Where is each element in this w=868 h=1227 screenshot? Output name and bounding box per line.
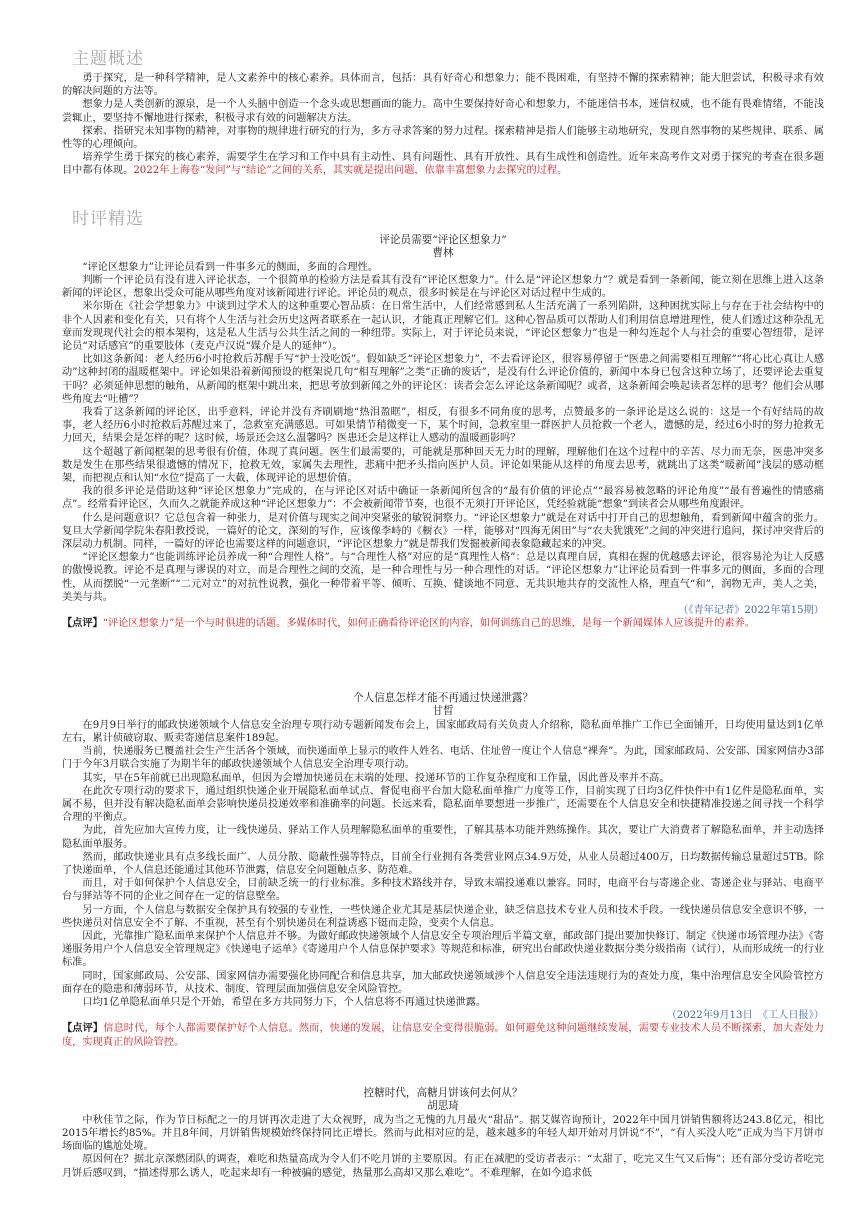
article-paragraph: 判断一个评论员有没有进入评论状态，一个很简单的检验方法是看其有没有“评论区想象力”。什么是“评论区想象力”？就是看到一条新闻，能立刻在思维上进入这条新闻的评论区，想象出受众可能从哪些角度对该新闻进行评论。评论员的观点，很多时候是在与评论区对话过程中生成的。 bbox=[62, 275, 824, 300]
article-paragraph: 什么是问题意识？它总包含着一种张力，是对价值与现实之间冲突紧张的敏锐洞察力。“评论区想象力”就是在对话中打开自己的思想触角，看到新闻中蕴含的张力。复旦大学新闻学院朱春阳教授说，一篇好的论文，深刻的写作，应该像李峙的《橱衣》一样，能够对“四海无闲田”与“农夫犹饿死”之间的冲突进行追问，探讨冲突背后的深层动力机制。同样，一篇好的评论也需要这样的问题意识，“评论区想象力”就是帮我们发掘被新闻表象隐藏起来的冲突。 bbox=[62, 512, 824, 551]
section-title-reviews: 时评精选 bbox=[72, 209, 144, 229]
article-title: 评论员需要“评论区想象力” bbox=[379, 234, 507, 246]
article-paragraph: 中秋佳节之际，作为节日标配之一的月饼再次走进了大众视野，成为当之无愧的九月最火“甜品”。据艾媒咨询预计，2022年中国月饼销售额将达243.8亿元，相比2015年增长约85%。并且8年间，月饼销售规模始终保持同比正增长。然而与此相对应的是，越来越多的年轻人却开始对月饼说“不”，“有人买没人吃”正成为当下月饼市场面临的尴尬处境。 bbox=[62, 1114, 824, 1153]
article-title: 个人信息怎样才能不再通过快递泄露？ bbox=[352, 692, 534, 704]
article-paragraph: 比如这条新闻：老人经历6小时抢救后苏醒手写“护士没吃饭”。假如缺乏“评论区想象力”，不去看评论区，很容易停留于“医患之间需要相互理解”“将心比心真让人感动”这种封闭的温暖框架中。评论如果沿着新闻预设的框架说几句“相互理解”之类“正确的废话”，是没有什么评论价值的，新闻中本身已包含这种立场了，还要评论去重复干吗？必须延伸思想的触角，从新闻的框架中跳出来，把思考放到新闻之外的评论区：读者会怎么评论这条新闻呢？或者，这条新闻会唤起读者怎样的思考？他们会从哪些角度去“吐槽”？ bbox=[62, 354, 824, 405]
article-paragraph: 口均1亿单隐私面单只是个开始，希望在多方共同努力下，个人信息将不再通过快递泄露。 bbox=[82, 997, 487, 1009]
overview-paragraph: 想象力是人类创新的源泉，是一个人头脑中创造一个念头或思想画面的能力。高中生要保持好奇心和想象力，不能迷信书本，迷信权威，也不能有畏难情绪，不能浅尝辄止，要坚持不懈地进行探索，积极寻求有效的问题解决方法。 bbox=[62, 99, 824, 124]
article-source: （《青年记者》2022年第15期） bbox=[678, 605, 824, 617]
article-comment bbox=[62, 617, 824, 630]
overview-text: 培养学生勇于探究的核心素养，需要学生在学习和工作中具有主动性、具有问题性、具有开放性、具有生成性和创造性。近年来高考作文对勇于探究的考查在很多题目中都有体现。 bbox=[62, 152, 824, 177]
article-title: 控糖时代，高糖月饼该何去何从？ bbox=[363, 1087, 523, 1099]
overview-paragraph: 探索、指研究未知事物的精神，对事物的规律进行研究的行为，多方寻求答案的努力过程。探索精神是指人们能够主动地研究，发现自然事物的某些规律、联系、属性等的心理倾向。 bbox=[62, 125, 824, 151]
overview-paragraph: 勇于探究，是一种科学精神，是人文素养中的核心素养。具体而言，包括：具有好奇心和想象力；能不畏困难，有坚持不懈的探索精神；能大胆尝试，积极寻求有效的解决问题的方法等。 bbox=[62, 73, 824, 98]
article-paragraph: 因此，光靠推广隐私面单来保护个人信息并不够。为做好邮政快递领域个人信息安全专项治理后半篇文章，邮政部门提出要加快修订、制定《快递市场管理办法》《寄递服务用户个人信息安全管理规定》《快递电子运单》《寄递用户个人信息保护要求》等规范和标准，研究出台邮政快递业数据分类分级指南（试行），从而形成统一的行业标准。 bbox=[62, 931, 824, 969]
overview-highlight: 2022年上海卷“发问”与“结论”之间的关系，其实就是提出问题，依靠丰富想象力去探究的过程。 bbox=[133, 165, 568, 177]
article-3 bbox=[62, 1087, 824, 1180]
article-1 bbox=[62, 234, 824, 631]
article-paragraph: 这个超越了新闻框架的思考很有价值，体现了真问题。医生们最需要的，可能就是那种回天无力时的理解，理解他们在这个过程中的辛苦、尽力而无奈，医患冲突多数是发生在那些结果很遗憾的情况下，抢救无效，家属失去理性，悲痛中把矛头指向医护人员。评论如果能从这样的角度去思考，就跳出了这类“暖新闻”浅层的感动框架，而把视点和认知“水位”提高了一大截，体现评论的思想价值。 bbox=[62, 446, 824, 485]
article-paragraph: 原因何在？据北京深燃团队的调查，难吃和热量高成为令人们不吃月饼的主要原因。有正在减肥的受访者表示：“太甜了，吃完又生气又后悔”；还有部分受访者吃完月饼后感叹到，“描述得那么诱人，吃起来却有一种被骗的感觉，热量那么高却又那么难吃”。不难理解，在如今追求低 bbox=[62, 1154, 824, 1179]
article-paragraph: 另一方面，个人信息与数据安全保护具有较强的专业性，一些快递企业尤其是基层快递企业，缺乏信息技术专业人员和技术手段。一线快递员信息安全意识不够，一些快递员对信息安全不了解、不重视，甚至有个别快递员在利益诱惑下铤而走险，变卖个人信息。 bbox=[62, 904, 824, 929]
comment-text: 信息时代，每个人都需要保护好个人信息。然而，快递的发展，让信息安全变得很脆弱。如何避免这种问题继续发展，需要专业技术人员不断探索，加大查处力度，实现真正的风险管控。 bbox=[62, 1023, 825, 1048]
article-paragraph: 我的很多评论是借助这种“评论区想象力”完成的，在与评论区对话中确证一条新闻所包含的“最有价值的评论点”“最容易被忽略的评论角度”“最有普遍性的情感痛点”。经常看评论区，久而久之就能养成这种“评论区想象力”：不会被新闻带节奏，也很不无须打开评论区，凭经验就能“想象”到读者会从哪些角度跟评。 bbox=[62, 486, 824, 511]
comment-text: “评论区想象力”是一个与时俱进的话题。多媒体时代，如何正确看待评论区的内容，如何训练自己的思维，是每一个新闻媒体人应该提升的素养。 bbox=[102, 618, 755, 630]
article-paragraph: 其实，早在5年前就已出现隐私面单，但因为会增加快递员在末端的处理、投递环节的工作复杂程度和工作量，因此普及率并不高。 bbox=[82, 772, 670, 784]
article-paragraph: 而且，对于如何保护个人信息安全，目前缺乏统一的行业标准。多种技术路线并存，导致末端投递难以兼容。同时，电商平台与寄递企业、寄递企业与驿站、电商平台与驿站等不同的企业之间存在一定的信息壁垒。 bbox=[62, 878, 824, 903]
overview-block bbox=[62, 72, 824, 178]
article-paragraph: “评论区想象力”也能训练评论员养成一种“合理性人格”。与“合理性人格”对应的是“真理性人格”：总是以真理自居，真相在握的优越感去评论，很容易沦为让人反感的傲慢说教。评论不是真理与谬误的对立，而是合理性之间的交流，是一种合理性与另一种合理性的对话。“评论区想象力”让评论员看到一件事多元的侧面，多面的合理性，从而摆脱“一元垄断”“二元对立”的对抗性说教，强化一种带着平等、倾听、互换、健谈地不同意、无共识地共存的交流性人格，理直气“和”，润物无声，美人之美，美美与共。 bbox=[62, 552, 824, 603]
section-title-overview: 主题概述 bbox=[72, 49, 144, 69]
comment-label: 【点评】 bbox=[62, 1022, 104, 1035]
article-paragraph: 同时，国家邮政局、公安部、国家网信办需要强化协同配合和信息共享，加大邮政快递领域涉个人信息安全违法违规行为的查处力度，集中治理信息安全风险管控方面存在的隐患和薄弱环节，从技术、制度、管理层面加强信息安全风险管控。 bbox=[62, 970, 824, 995]
article-source: （2022年9月13日 《工人日报》） bbox=[666, 1010, 824, 1022]
article-paragraph: 为此，首先应加大宣传力度，让一线快递员、驿站工作人员理解隐私面单的重要性，了解其基本功能并熟练操作。其次，要让广大消费者了解隐私面单，并主动选择隐私面单服务。 bbox=[62, 825, 824, 850]
article-paragraph: 然而，邮政快递业具有点多线长面广、人员分散、隐蔽性强等特点，目前全行业拥有各类营业网点34.9万处，从业人员超过400万，日均数据传输总量超过5TB。除了快递面单，个人信息还能通过其他环节泄露，信息安全问题触点多、防范难。 bbox=[62, 851, 824, 877]
article-paragraph: 在9月9日举行的邮政快递领域个人信息安全治理专项行动专题新闻发布会上，国家邮政局有关负责人介绍称，隐私面单推广工作已全面铺开，日均使用量达到1亿单左右，累计侦破窃取、贩卖寄递信息案件189起。 bbox=[62, 719, 824, 745]
article-paragraph: “评论区想象力”让评论员看到一件事多元的侧面，多面的合理性。 bbox=[82, 261, 379, 273]
article-comment bbox=[62, 1022, 824, 1048]
article-author: 甘晳 bbox=[432, 705, 454, 718]
article-paragraph: 我看了这条新闻的评论区，出乎意料，评论并没有齐刷刷地“热泪盈眶”，相反，有很多不同角度的思考，点赞最多的一条评论是这么说的：这是一个有好结局的故事，老人经历6小时抢救后苏醒过来了，急救室充满感恩。可如果情节稍微变一下，某个时间，急救室里一群医护人员抢救一个老人，遗憾的是，经过6小时的努力抢救无力回天，结果会是怎样的呢？这时候，场景还会这么温馨吗？医患还会是这样让人感动的温暖画影吗？ bbox=[62, 407, 824, 445]
article-paragraph: 当前，快递服务已覆盖社会生产生活各个领域，而快递面单上显示的收件人姓名、电话、住址曾一度让个人信息“裸奔”。为此，国家邮政局、公安部、国家网信办3部门于今年3月联合实施了为期半年的邮政快递领域个人信息安全治理专项行动。 bbox=[62, 746, 824, 771]
article-paragraph: 在此次专项行动的要求下，通过组织快递企业开展隐私面单试点、督促电商平台加大隐私面单推广力度等工作，目前实现了日均3亿件快件中有1亿件是隐私面单，实属不易，但并没有解决隐私面单会影响快递员投递效率和准确率的问题。长远来看，隐私面单要想进一步推广，还需要在个人信息安全和快捷精准投递之间寻找一个科学合理的平衡点。 bbox=[62, 785, 824, 824]
article-author: 曹林 bbox=[432, 247, 454, 260]
article-paragraph: 米尔斯在《社会学想象力》中谈到过学术人的这种重要心智品质：在日常生活中，人们经常感到私人生活充满了一系列陷阱，这种困扰实际上与存在于社会结构中的非个人因素和变化有关，只有将个人生活与社会历史这两者联系在一起认识，才能真正理解它们。这种心智品质可以帮助人们利用信息增进理性，使人们透过这种杂乱无章而发现现代社会的根本架构，这是私人生活与公共生活之间的一种纽带。实际上，对于评论员来说，“评论区想象力”也是一种勾连起个人与社会的重要心智纽带，是评论员“对话感官”的重要肢体（麦克卢汉说“媒介是人的延伸”）。 bbox=[62, 301, 824, 353]
comment-label: 【点评】 bbox=[62, 617, 103, 630]
overview-paragraph bbox=[62, 151, 824, 177]
article-author: 胡思琦 bbox=[427, 1100, 459, 1113]
article-2 bbox=[62, 692, 824, 1049]
